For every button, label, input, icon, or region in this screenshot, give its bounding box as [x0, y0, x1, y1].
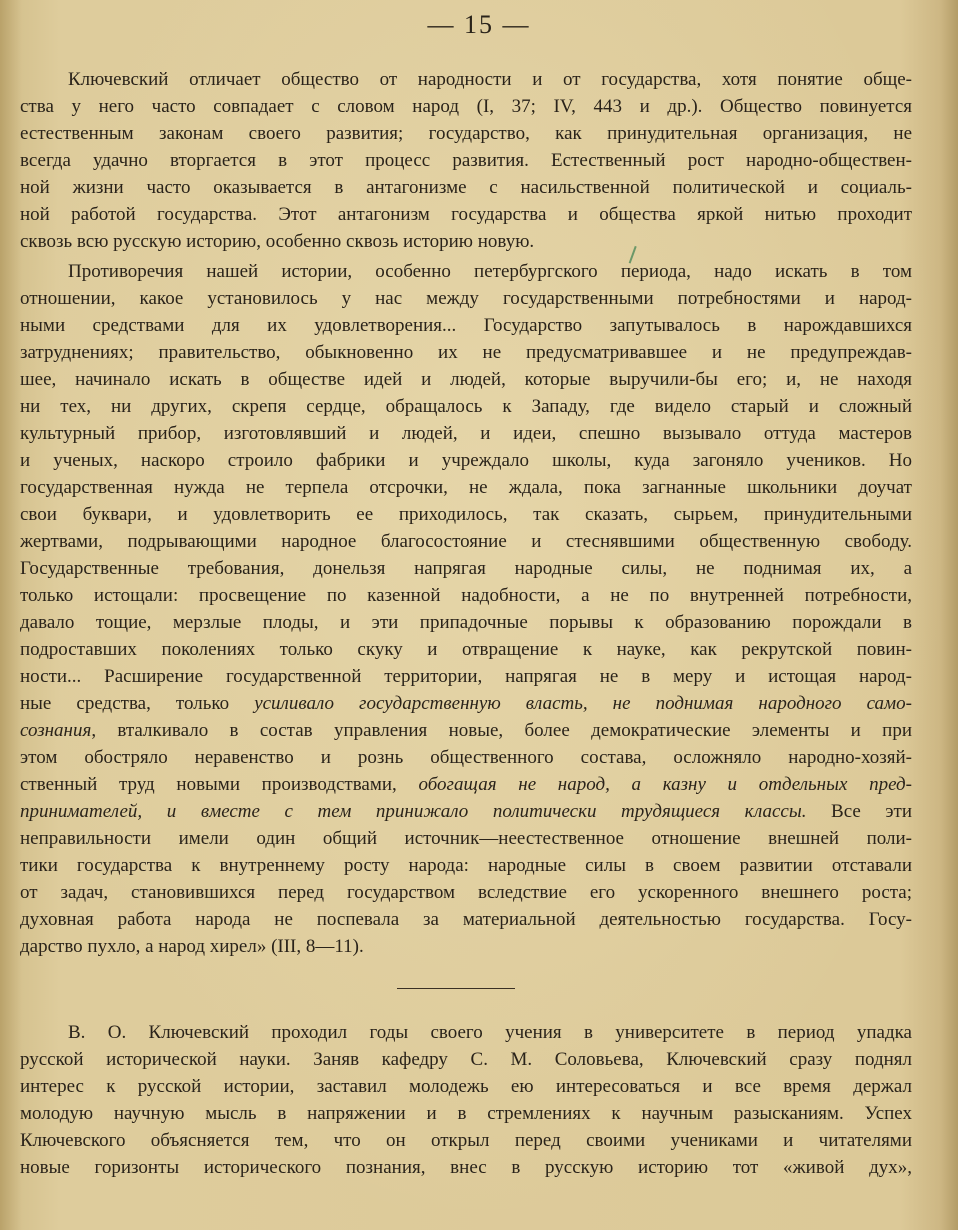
- text-line: новые горизонты исторического познания, внес в русскую историю тот «живой дух»,: [20, 1157, 912, 1178]
- text-line-mixed: [20, 717, 912, 744]
- text-segment: Все эти: [806, 801, 912, 822]
- text-line: подроставших поколениях только скуку и отвращение к науке, как рекрутской повин-: [20, 639, 912, 660]
- text-line: культурный прибор, изготовлявший и людей, и идеи, спешно вызывало оттуда мастеров: [20, 423, 912, 444]
- text-line: государственная нужда не терпела отсрочки, не ждала, пока загнанные школьники доучат: [20, 477, 912, 498]
- text-line: ной жизни часто оказывается в антагонизме с насильственной политической и социаль-: [20, 177, 912, 198]
- text-line: Ключевского объясняется тем, что он открыл перед своими учениками и читателями: [20, 1130, 912, 1151]
- text-line: тики государства к внутреннему росту народа: народные силы в своем развитии отставали: [20, 855, 912, 876]
- text-line: от задач, становившихся перед государством вследствие его ускоренного внешнего роста;: [20, 882, 912, 903]
- text-line: дарство пухло, а народ хирел» (III, 8—11).: [20, 936, 364, 957]
- text-line: Государственные требования, донельзя напрягая народные силы, не поднимая их, а: [20, 558, 912, 579]
- text-line: молодую научную мысль в напряжении и в стремлениях к научным разысканиям. Успех: [20, 1103, 912, 1124]
- text-line: ной работой государства. Этот антагонизм государства и общества яркой нитью проходит: [20, 204, 912, 225]
- text-line-mixed: [20, 798, 912, 825]
- text-line: свои буквари, и удовлетворить ее приходилось, так сказать, сырьем, принудительными: [20, 504, 912, 525]
- text-line-mixed: [20, 771, 912, 798]
- text-line: ными средствами для их удовлетворения... Государство запутывалось в нарождавшихся: [20, 315, 912, 336]
- italic-segment: усиливало государственную власть, не поднимая народного само-: [254, 693, 912, 714]
- text-line: сквозь всю русскую историю, особенно сквозь историю новую.: [20, 231, 535, 252]
- text-line: естественным законам своего развития; государство, как принудительная организация, не: [20, 123, 912, 144]
- text-line: интерес к русской истории, заставил молодежь ею интересоваться и все время держал: [20, 1076, 912, 1097]
- text-line: ности... Расширение государственной территории, напрягая не в меру и истощая народ-: [20, 666, 912, 687]
- paragraph-1: [20, 66, 912, 255]
- paragraph-2: [20, 258, 912, 960]
- text-line: ства у него часто совпадает с словом народ (I, 37; IV, 443 и др.). Общество повинуется: [20, 96, 912, 117]
- text-line: В. О. Ключевский проходил годы своего учения в университете в период упадка: [68, 1022, 912, 1043]
- text-line: русской исторической науки. Заняв кафедру С. М. Соловьева, Ключевский сразу поднял: [20, 1049, 912, 1070]
- text-segment: , вталкивало в состав управления новые, более демократические элементы и при: [91, 720, 912, 741]
- paragraph-3: [20, 1019, 912, 1181]
- section-divider: [397, 988, 515, 989]
- text-line: Ключевский отличает общество от народности и от государства, хотя понятие обще-: [68, 69, 912, 90]
- italic-segment: принимателей, и вместе с тем принижало политически трудящиеся классы.: [20, 801, 807, 822]
- text-line: только истощали: просвещение по казенной надобности, а не по внутренней потребности,: [20, 585, 912, 606]
- text-line: отношении, какое установилось у нас между государственными потребностями и народ-: [20, 288, 912, 309]
- page-number: — 15 —: [427, 10, 531, 39]
- text-line: жертвами, подрывающими народное благосостояние и стеснявшими общественную свободу.: [20, 531, 912, 552]
- italic-segment: обогащая не народ, а казну и отдельных пред-: [418, 774, 912, 795]
- text-line: Противоречия нашей истории, особенно петербургского периода, надо искать в том: [68, 261, 912, 282]
- text-line: шее, начинало искать в обществе идей и людей, которые выручили-бы его; и, не находя: [20, 369, 912, 390]
- text-segment: ственный труд новыми производствами,: [20, 774, 419, 795]
- text-line: и ученых, наскоро строило фабрики и учреждало школы, куда загоняло учеников. Но: [20, 450, 912, 471]
- text-line: ни тех, ни других, скрепя сердце, обращалось к Западу, где видело старый и сложный: [20, 396, 912, 417]
- text-line: всегда удачно вторгается в этот процесс развития. Естественный рост народно-обществен-: [20, 150, 912, 171]
- text-line-mixed: [20, 690, 912, 717]
- text-line: затруднениях; правительство, обыкновенно их не предусматривавшее и не предупреждав-: [20, 342, 912, 363]
- text-segment: ные средства, только: [20, 693, 255, 714]
- italic-segment: сознания: [20, 720, 92, 741]
- text-line: неправильности имели один общий источник—неестественное отношение внешней поли-: [20, 828, 912, 849]
- text-line: этом обостряло неравенство и рознь общественного состава, осложняло народно-хозяй-: [20, 747, 912, 768]
- text-line: духовная работа народа не поспевала за материальной деятельностью государства. Госу-: [20, 909, 912, 930]
- text-line: давало тощие, мерзлые плоды, и эти припадочные порывы к образованию порождали в: [20, 612, 912, 633]
